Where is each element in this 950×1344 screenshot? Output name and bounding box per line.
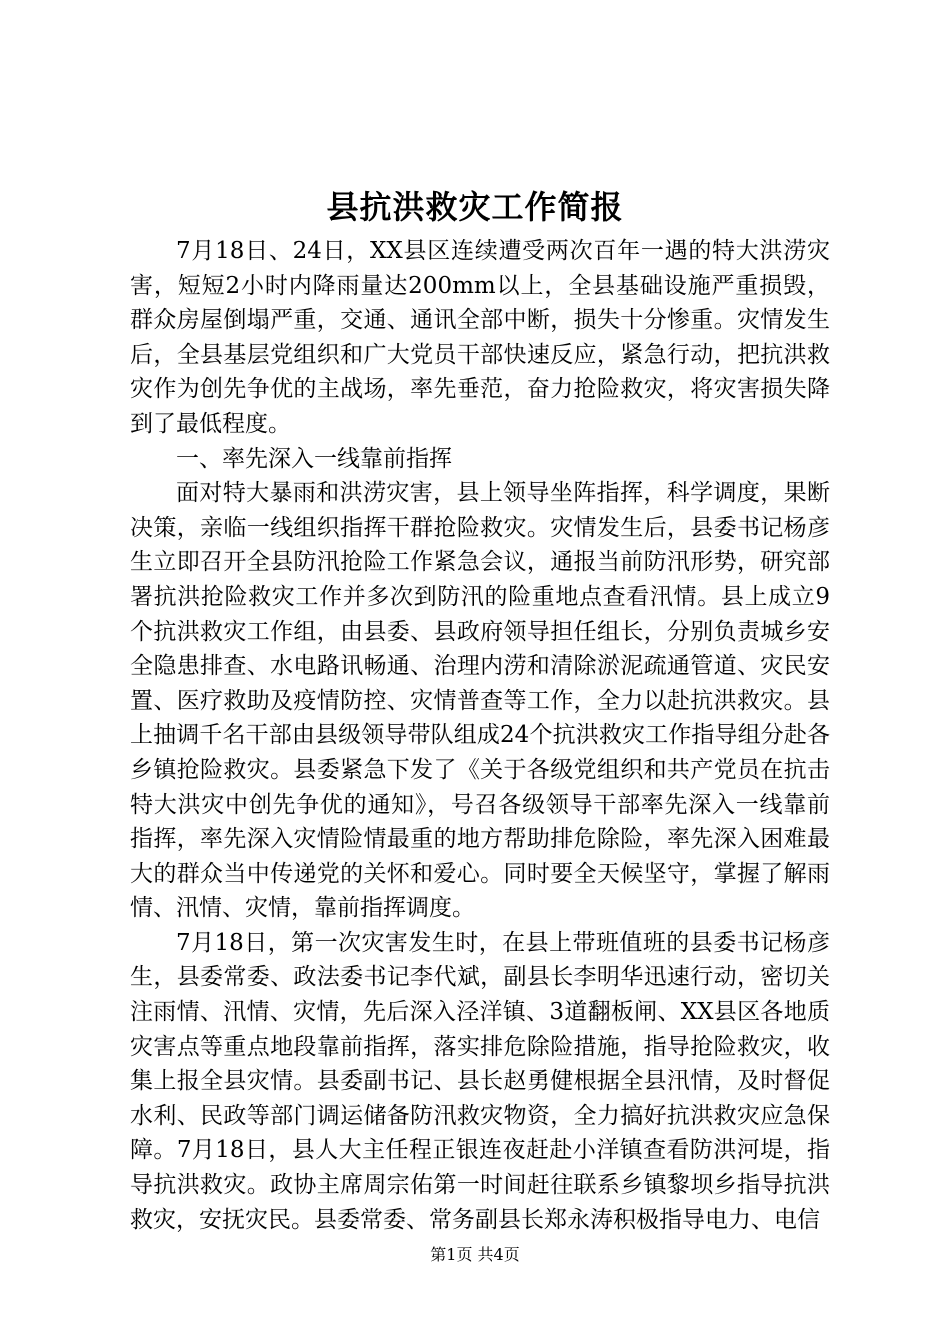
- section-heading-1: 一、率先深入一线靠前指挥: [176, 445, 452, 472]
- paragraph-intro: 7月18日、24日，XX县区连续遭受两次百年一遇的特大洪涝灾害，短短2小时内降雨量达200mm以上，全县基础设施严重损毁，群众房屋倒塌严重，交通、通讯全部中断，损失十分惨重。灾情发生后，全县基层党组织和广大党员干部快速反应，紧急行动，把抗洪救灾作为创先争优的主战场，率先垂范，奋力抢险救灾，将灾害损失降到了最低程度。: [130, 238, 830, 437]
- document-body: [130, 234, 830, 1237]
- paragraph-command: 面对特大暴雨和洪涝灾害，县上领导坐阵指挥，科学调度，果断决策，亲临一线组织指挥干群抢险救灾。灾情发生后，县委书记杨彦生立即召开全县防汛抢险工作紧急会议，通报当前防汛形势，研究部署抗洪抢险救灾工作并多次到防汛的险重地点查看汛情。县上成立9个抗洪救灾工作组，由县委、县政府领导担任组长，分别负责城乡安全隐患排查、水电路讯畅通、治理内涝和清除淤泥疏通管道、灾民安置、医疗救助及疫情防控、灾情普查等工作，全力以赴抗洪救灾。县上抽调千名干部由县级领导带队组成24个抗洪救灾工作指导组分赴各乡镇抢险救灾。县委紧急下发了《关于各级党组织和共产党员在抗击特大洪灾中创先争优的通知》，号召各级领导干部率先深入一线靠前指挥，率先深入灾情险情最重的地方帮助排危除险，率先深入困难最大的群众当中传递党的关怀和爱心。同时要全天候坚守，掌握了解雨情、汛情、灾情，靠前指挥调度。: [130, 480, 830, 922]
- page-footer: 第1页 共4页: [430, 1245, 520, 1264]
- paragraph-july-18: 7月18日，第一次灾害发生时，在县上带班值班的县委书记杨彦生，县委常委、政法委书记李代斌，副县长李明华迅速行动，密切关注雨情、汛情、灾情，先后深入泾洋镇、3道翻板闸、XX县区各地质灾害点等重点地段靠前指挥，落实排危除险措施，指导抢险救灾，收集上报全县灾情。县委副书记、县长赵勇健根据全县汛情，及时督促水利、民政等部门调运储备防汛救灾物资，全力搞好抗洪救灾应急保障。7月18日，县人大主任程正银连夜赶赴小洋镇查看防洪河堤，指导抗洪救灾。政协主席周宗佑第一时间赶往联系乡镇黎坝乡指导抗洪救灾，安抚灾民。县委常委、常务副县长郑永涛积极指导电力、电信: [130, 929, 830, 1233]
- document-title: 县抗洪救灾工作简报: [326, 188, 624, 226]
